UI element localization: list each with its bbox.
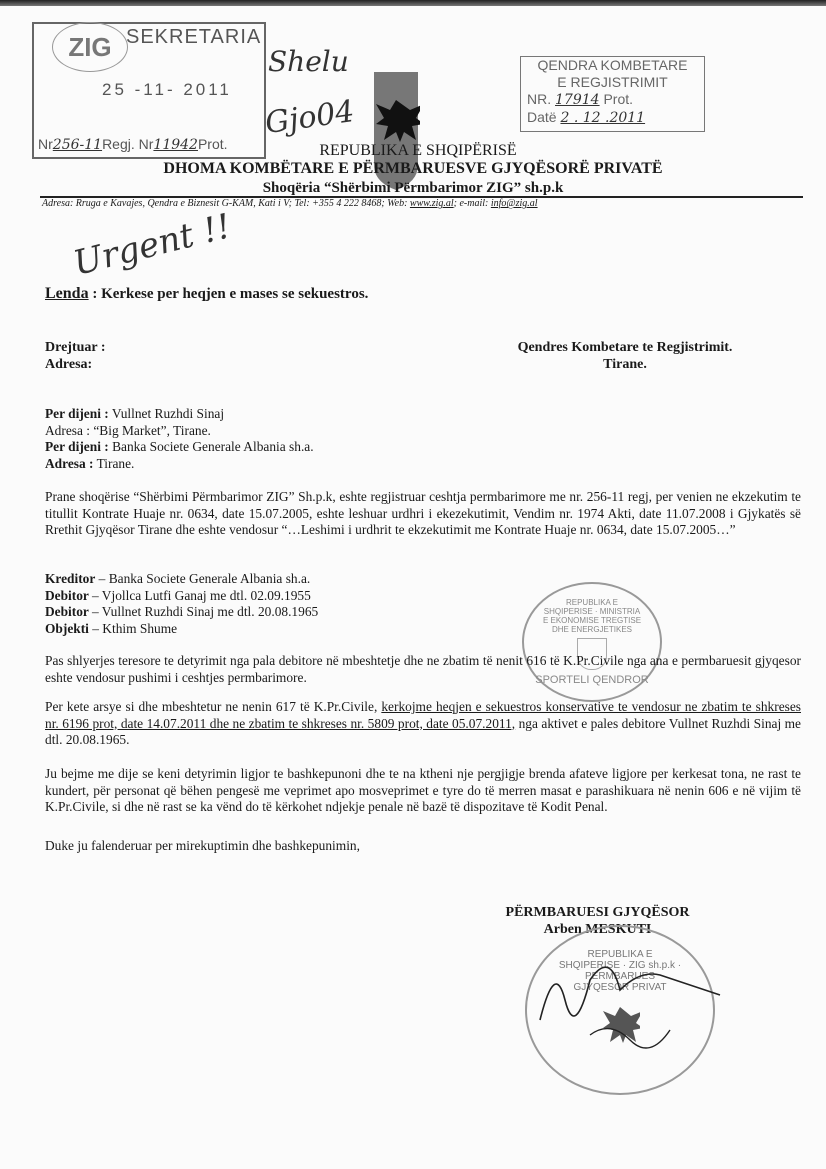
zig-logo: ZIG <box>52 22 128 72</box>
signer-title: PËRMBARUESI GJYQËSOR <box>505 905 690 920</box>
notify-item: Adresa : Tirane. <box>45 455 135 471</box>
header-country: REPUBLIKA E SHQIPËRISË <box>319 142 517 159</box>
paragraph-obligation: Ju bejme me dije se keni detyrimin ligjor te bashkepunoni dhe te na ktheni nje pergjigje brenda afateve ligjore per kerkesat tona, ne rast te kundert, për personat që bëhen pengesë me veprimet apo mosveprimet e tyre do të merren masat e parashikuara në nenin 606 e në vijim të K.Pr.Civile, si dhe në rast se ka vënd do të kërkohet ndjekje penale në bazë të dispozitave të Kodit Penal. <box>45 766 801 815</box>
header-address: Adresa: Rruga e Kavajes, Qendra e Biznesit G-KAM, Kati i V; Tel: +355 4 222 8468; Web: www.zig.al; e-mail: info@zig.al <box>42 198 538 209</box>
web-link[interactable]: www.zig.al <box>409 198 454 209</box>
handwritten-note: Gjo04 <box>263 93 357 142</box>
stamp-date: 25 -11- 2011 <box>102 80 232 99</box>
parties-list <box>45 571 318 637</box>
notify-item: Per dijeni : Vullnet Ruzhdi Sinaj <box>45 406 225 421</box>
notify-item: Adresa : “Big Market”, Tirane. <box>45 422 211 438</box>
paragraph-closure: Pas shlyerjes teresore te detyrimit nga pala debitore në mbeshtetje dhe ne zbatim të nenit 616 të K.Pr.Civile nga ana e permbaruesit gjyqesor eshte vendosur pushimi i ceshtjes permbarimore. <box>45 653 801 685</box>
registry-stamp: QENDRA KOMBETARE E REGJISTRIMIT NR. 17914 Prot. Datë 2 . 12 .2011 <box>520 56 705 132</box>
paragraph-thanks: Duke ju falenderuar per mirekuptimin dhe bashkepunimin, <box>45 838 360 853</box>
stamp-title: SEKRETARIA <box>126 26 262 48</box>
notify-list <box>45 406 314 472</box>
executor-seal: REPUBLIKA E SHQIPERISE · ZIG sh.p.k · PERMBARUES GJYQESOR PRIVAT <box>525 925 715 1095</box>
handwritten-note: Shelu <box>268 45 349 78</box>
party-item: Kreditor – Banka Societe Generale Albania sh.a. <box>45 571 311 586</box>
secretary-stamp <box>32 22 266 159</box>
header-chamber: DHOMA KOMBËTARE E PËRMBARUESVE GJYQËSORË PRIVATË <box>163 160 663 177</box>
party-item: Debitor – Vjollca Lutfi Ganaj me dtl. 02.09.1955 <box>45 587 311 603</box>
handwritten-signature <box>530 940 730 1050</box>
party-item: Debitor – Vullnet Ruzhdi Sinaj me dtl. 20.08.1965 <box>45 604 319 620</box>
email-link[interactable]: info@zig.al <box>490 198 538 209</box>
subject-line: Lenda : Kerkese per heqjen e mases se sekuestros. <box>45 285 369 302</box>
party-item: Objekti – Kthim Shume <box>45 620 178 636</box>
scan-edge <box>0 0 826 6</box>
registry-seal: REPUBLIKA E SHQIPERISE · MINISTRIA E EKONOMISE TREGTISE DHE ENERGJETIKES SPORTELI QENDROR <box>522 582 662 702</box>
handwritten-urgent: Urgent !! <box>69 206 235 284</box>
letterhead <box>0 142 826 197</box>
paragraph-request: Per kete arsye si dhe mbeshtetur ne nenin 617 të K.Pr.Civile, kerkojme heqjen e sekuestros konservative te vendosur ne zbatim te shkreses nr. 6196 prot, date 14.07.2011 dhe ne zbatim te shkreses nr. 5809 prot, date 05.07.2011, nga aktivet e pales debitore Vullnet Ruzhdi Sinaj me dtl. 20.08.1965. <box>45 699 801 748</box>
paragraph-case: Prane shoqërise “Shërbimi Përmbarimor ZIG” Sh.p.k, eshte regjistruar ceshtja permbarimore me nr. 256-11 regj, per venien ne ekzekutim te titullit Kontrate Huaje nr. 0634, date 15.07.2005, eshte leshuar urdhri i ekezekutimit, Vendim nr. 1974 Akti, date 11.07.2008 i Gjykatës së Rrethit Gjyqësor Tirane dhe eshte vendosur “…Leshimi i urdhrit te ekzekutimit me Kontrate Huaje nr. 0634, date 15.07.2005…” <box>45 489 801 538</box>
header-company: Shoqëria “Shërbimi Përmbarimor ZIG” sh.p.k <box>262 180 564 196</box>
recipient-labels: Drejtuar : Adresa: <box>45 340 106 372</box>
notify-item: Per dijeni : Banka Societe Generale Albania sh.a. <box>45 439 314 455</box>
recipient-values: Qendres Kombetare te Regjistrimit. Tirane. <box>517 340 733 372</box>
signer-name: Arben MESKUTI <box>543 922 652 937</box>
stamp-numbers: Nr256-11Regj. Nr11942Prot. <box>38 136 228 153</box>
